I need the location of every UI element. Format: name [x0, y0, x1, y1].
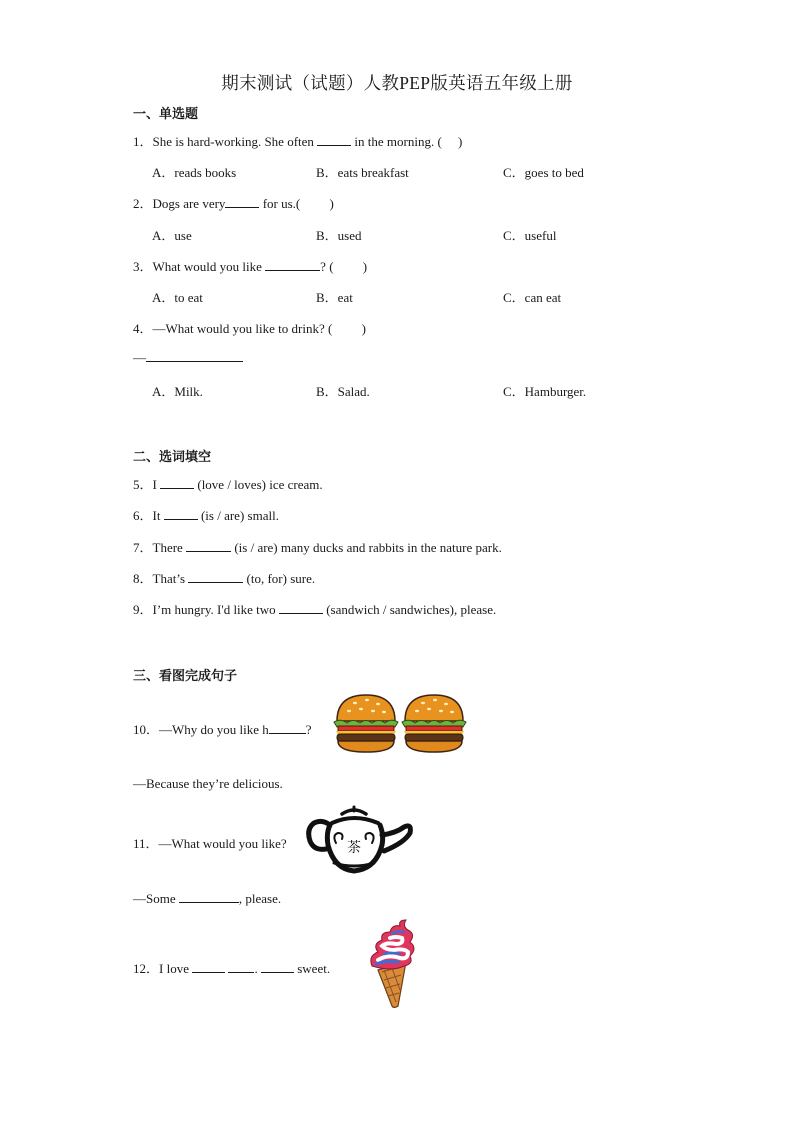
question-text: Dogs are very [152, 196, 226, 211]
question-text: —Why do you like h [159, 722, 269, 737]
section-heading-single-choice: 一、单选题 [133, 107, 199, 122]
question-text: (sandwich / sandwiches), please. [326, 602, 497, 617]
question-text: I’m hungry. I'd like two [152, 602, 276, 617]
question-5 [133, 474, 323, 493]
answer-blank[interactable] [317, 133, 351, 146]
question-text: That’s [152, 571, 186, 586]
question-text: —Some [133, 891, 176, 906]
question-3 [133, 256, 367, 275]
question-number: 6． [133, 508, 153, 523]
teapot-icon [309, 807, 411, 871]
option-b[interactable]: B．Salad. [316, 384, 370, 399]
question-9 [133, 599, 496, 618]
question-text: in the morning. ( ) [354, 134, 463, 149]
question-12 [133, 958, 330, 977]
question-number: 1． [133, 134, 153, 149]
question-text: for us.( ) [262, 196, 334, 211]
answer-blank[interactable] [146, 349, 243, 362]
section-heading-word-fill: 二、选词填空 [133, 450, 212, 465]
question-number: 12． [133, 961, 160, 976]
ice-cream-icon [371, 920, 414, 1008]
question-10 [133, 719, 312, 738]
question-1 [133, 131, 462, 150]
question-text: I love [159, 961, 189, 976]
question-text: (is / are) many ducks and rabbits in the nature park. [234, 540, 502, 555]
teapot-character: 茶 [347, 840, 361, 856]
option-c[interactable]: C．can eat [503, 290, 562, 305]
question-text: sweet. [297, 961, 331, 976]
answer-blank[interactable] [179, 890, 239, 903]
question-text: ? [305, 722, 312, 737]
question-11 [133, 833, 287, 852]
question-text: (love / loves) ice cream. [197, 477, 323, 492]
question-text: What would you like [152, 259, 262, 274]
question-6 [133, 505, 279, 524]
question-7 [133, 537, 502, 556]
question-text: —What would you like to drink? ( ) [152, 321, 366, 336]
question-11-reply [133, 890, 281, 907]
question-number: 9． [133, 602, 153, 617]
page-title: 期末测试（试题）人教PEP版英语五年级上册 [221, 73, 573, 93]
section-heading-picture-sentence: 三、看图完成句子 [133, 669, 238, 684]
question-text: She is hard-working. She often [152, 134, 314, 149]
question-10-answer: —Because they’re delicious. [133, 776, 283, 791]
question-text: I [152, 477, 157, 492]
option-a[interactable]: A．use [152, 228, 192, 243]
answer-blank[interactable] [164, 507, 198, 520]
question-4 [133, 318, 366, 337]
question-2 [133, 193, 334, 212]
option-a[interactable]: A．reads books [152, 165, 237, 180]
answer-blank[interactable] [188, 570, 243, 583]
answer-blank[interactable] [265, 258, 320, 271]
hamburgers-image [333, 693, 468, 755]
question-number: 3． [133, 259, 153, 274]
question-text: ? ( ) [320, 259, 368, 274]
reply-dash: — [133, 350, 146, 365]
question-text: It [152, 508, 161, 523]
answer-blank[interactable] [261, 960, 294, 973]
question-text: (to, for) sure. [246, 571, 316, 586]
question-text: (is / are) small. [200, 508, 279, 523]
option-c[interactable]: C．useful [503, 228, 557, 243]
answer-blank[interactable] [192, 960, 225, 973]
question-4-reply [133, 349, 243, 366]
question-number: 11． [133, 836, 159, 851]
ice-cream-image [364, 916, 420, 1012]
option-b[interactable]: B．eats breakfast [316, 165, 409, 180]
answer-blank[interactable] [225, 195, 259, 208]
question-text: There [152, 540, 183, 555]
option-a[interactable]: A．Milk. [152, 384, 203, 399]
question-text: , please. [238, 891, 282, 906]
option-b[interactable]: B．used [316, 228, 362, 243]
option-b[interactable]: B．eat [316, 290, 353, 305]
question-number: 4． [133, 321, 153, 336]
option-c[interactable]: C．Hamburger. [503, 384, 587, 399]
answer-blank[interactable] [279, 601, 323, 614]
option-c[interactable]: C．goes to bed [503, 165, 584, 180]
question-number: 7． [133, 540, 153, 555]
answer-blank[interactable] [228, 960, 254, 973]
option-a[interactable]: A．to eat [152, 290, 203, 305]
answer-blank[interactable] [160, 476, 194, 489]
answer-blank[interactable] [269, 721, 306, 734]
hamburger-icon [402, 695, 466, 752]
answer-blank[interactable] [186, 539, 231, 552]
question-8 [133, 568, 315, 587]
question-number: 8． [133, 571, 153, 586]
hamburger-icon [334, 695, 398, 752]
question-text: —What would you like? [158, 836, 287, 851]
question-text: . [254, 961, 258, 976]
question-number: 5． [133, 477, 153, 492]
teapot-image [304, 803, 416, 879]
question-number: 10． [133, 722, 160, 737]
question-number: 2． [133, 196, 153, 211]
